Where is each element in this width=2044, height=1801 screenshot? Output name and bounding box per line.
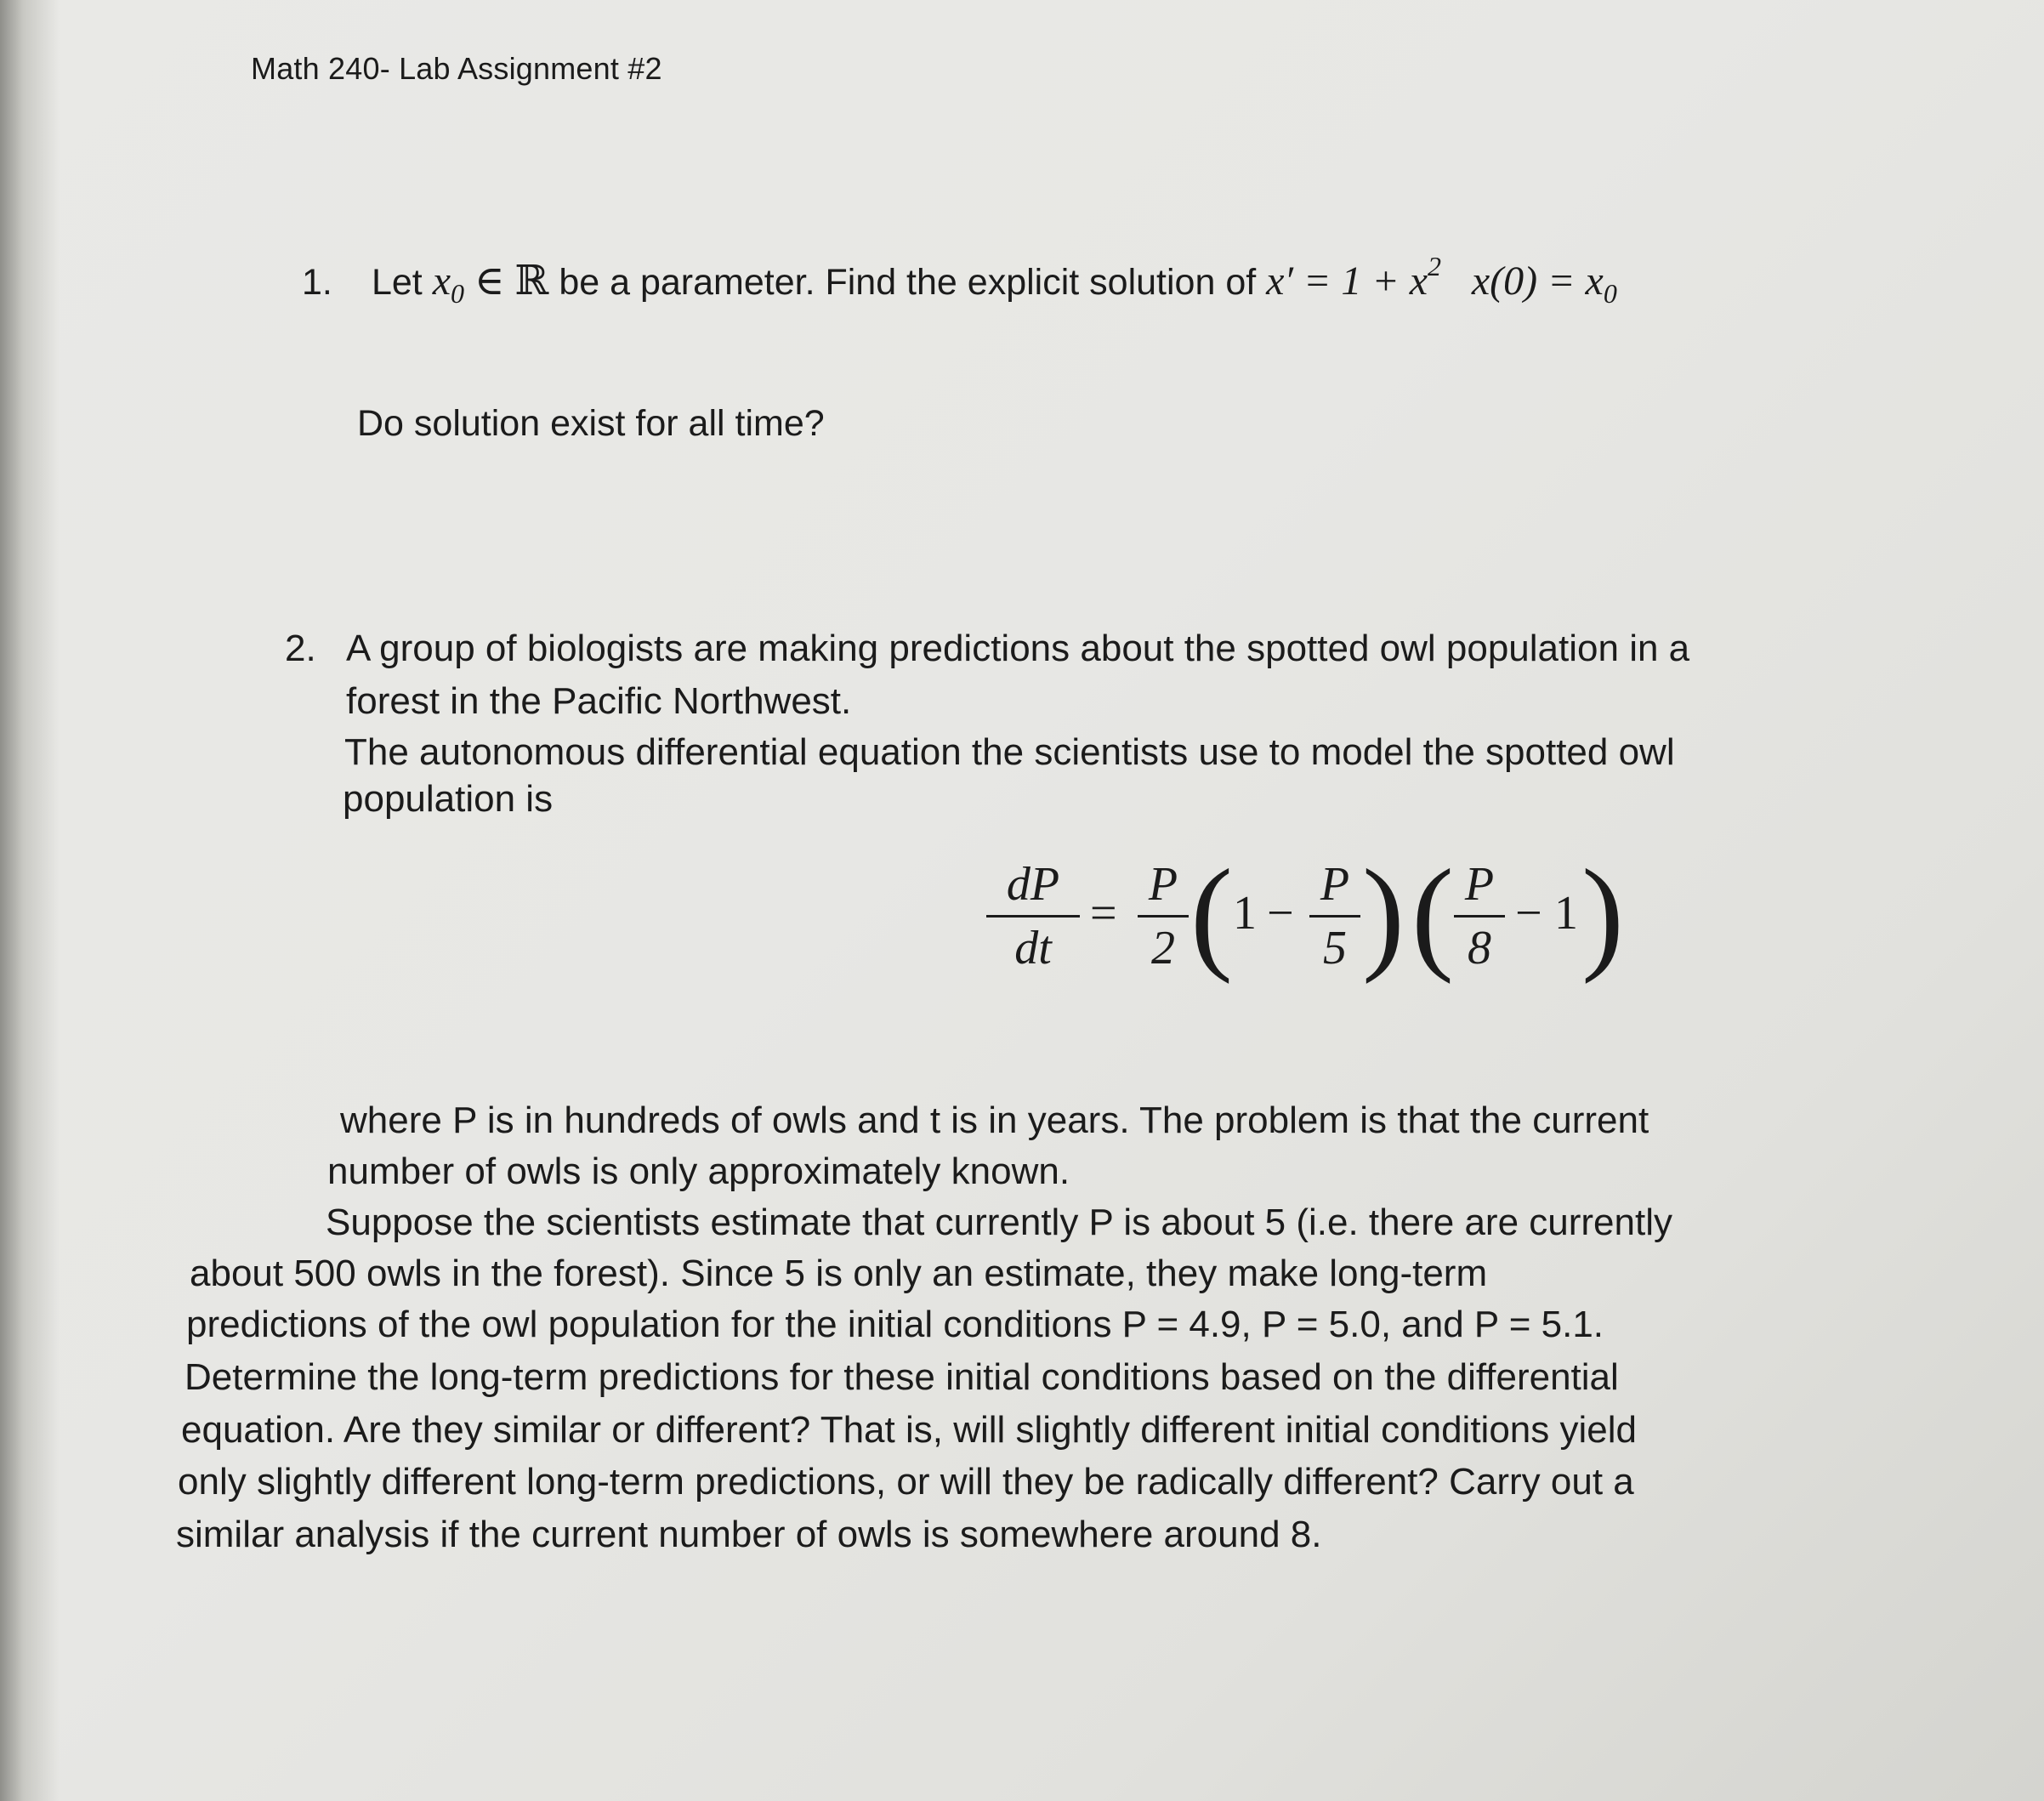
constant-one-a: 1 [1233,887,1257,940]
problem-2-line-1: A group of biologists are making predictions about the spotted owl population in a [346,628,1690,669]
fraction-p-over-5: P 5 [1309,859,1360,974]
owl-population-equation [986,844,1632,1003]
paragraph-line-6: Determine the long-term predictions for these initial conditions based on the differential [185,1356,1619,1398]
paragraph-line-7: equation. Are they similar or different? That is, will slightly different initial conditions yield [181,1409,1637,1451]
paragraph-line-3: Suppose the scientists estimate that currently P is about 5 (i.e. there are currently [326,1202,1672,1243]
elem-of-reals: ∈ ℝ [474,259,549,304]
problem-1-number: 1. [302,262,332,303]
minus-sign-b: − [1515,887,1542,940]
problem-2-line-3: The autonomous differential equation the scientists use to model the spotted owl [344,731,1675,773]
problem-2-number: 2. [285,628,316,669]
left-paren-1: ( [1190,844,1233,985]
right-paren-2: ) [1581,844,1624,985]
paragraph-line-9: similar analysis if the current number of owls is somewhere around 8. [176,1514,1322,1555]
problem-1 [302,241,1617,319]
problem-2-line-2: forest in the Pacific Northwest. [346,680,852,722]
constant-one-b: 1 [1554,887,1578,940]
paragraph-line-4: about 500 owls in the forest). Since 5 is only an estimate, they make long-term [190,1253,1488,1294]
initial-condition: $x(0) = x_0$ [1471,259,1617,309]
paragraph-line-5: predictions of the owl population for the initial conditions P = 4.9, P = 5.0, and P = 5.1. [186,1304,1604,1345]
paragraph-line-2: number of owls is only approximately known. [327,1150,1070,1192]
document-header: Math 240- Lab Assignment #2 [251,51,662,86]
problem-1-followup: Do solution exist for all time? [357,403,825,444]
fraction-p-over-8: P 8 [1454,859,1505,974]
right-paren-1: ) [1362,844,1405,985]
left-paren-2: ( [1411,844,1454,985]
fraction-p-over-2: P 2 [1138,859,1189,974]
fraction-dp-dt: dP dt [986,859,1080,974]
problem-2-line-4: population is [343,778,554,820]
equals-sign: = [1090,887,1117,940]
problem-1-let: Let [371,262,423,303]
problem-1-statement: be a parameter. Find the explicit solution of [559,262,1257,303]
ode-equation: $x' = 1 + x^2$ [1266,251,1442,304]
paragraph-line-1: where P is in hundreds of owls and t is in years. The problem is that the current [340,1099,1649,1141]
minus-sign-a: − [1267,887,1294,940]
page-edge-shadow [0,0,60,1801]
paragraph-line-8: only slightly different long-term predictions, or will they be radically different? Carry out a [178,1461,1634,1503]
var-x0: $x_0$ [432,259,464,309]
